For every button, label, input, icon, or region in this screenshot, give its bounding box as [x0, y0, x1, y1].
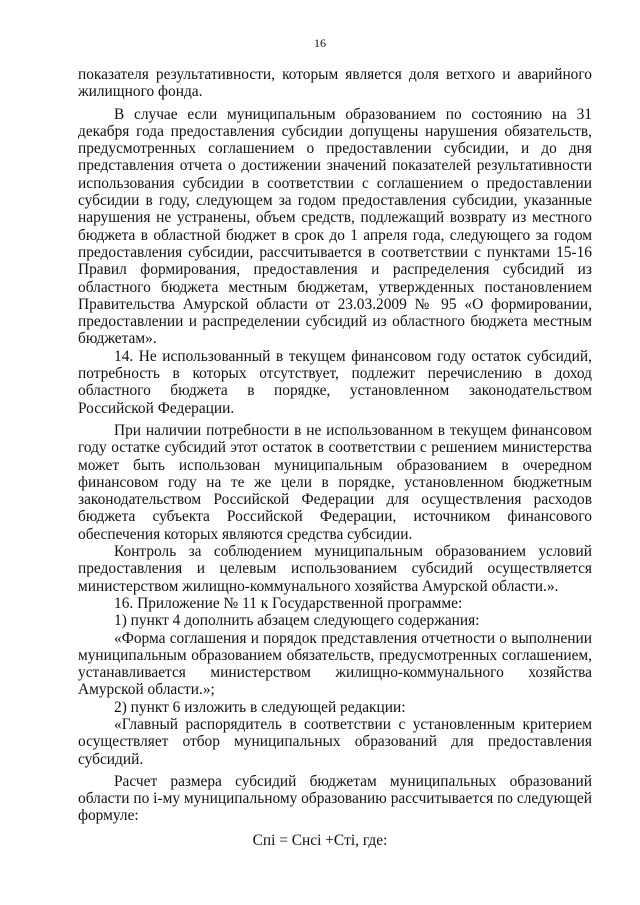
paragraph: Контроль за соблюдением муниципальным образованием условий предоставления и целевым использованием субсидий осуществляется министерством жилищно-коммунального хозяйства Амурской области.».	[78, 543, 592, 595]
paragraph: «Главный распорядитель в соответствии с установленным критерием осуществляет отбор муниципальных образований для предоставления субсидий.	[78, 715, 592, 768]
formula: Cпi = Cнci +Cтi, где:	[252, 832, 388, 849]
paragraph: «Форма соглашения и порядок представления отчетности о выполнении муниципальным образованием обязательств, предусмотренных соглашением, устанавливается министерством жилищно-коммунального хозяйства Амурской области.»;	[78, 629, 592, 699]
paragraph: 1) пункт 4 дополнить абзацем следующего содержания:	[114, 612, 480, 630]
paragraph: показателя результативности, которым является доля ветхого и аварийного жилищного фонда.	[78, 66, 592, 101]
body-text	[78, 66, 592, 825]
paragraph: В случае если муниципальным образованием по состоянию на 31 декабря года предоставления субсидии допущены нарушения обязательств, предусмотренных соглашением о предоставлении субсидии, и до дня представления отчета о достижении значений показателей результативности использования субсидии в соответствии с соглашением о предоставлении субсидии в году, следующем за годом предоставления субсидии, указанные нарушения не устранены, объем средств, подлежащий возврату из местного бюджета в областной бюджет в срок до 1 апреля года, следующего за годом предоставления субсидии, рассчитывается в соответствии с пунктами 15-16 Правил формирования, предоставления и распределения субсидий из областного бюджета местным бюджетам, утвержденных постановлением Правительства Амурской области от 23.03.2009 № 95 «О формировании, предоставлении и распределении субсидий из областного бюджета местным бюджетам».	[78, 105, 592, 348]
paragraph: 2) пункт 6 изложить в следующей редакции:	[114, 698, 406, 716]
paragraph: 14. Не использованный в текущем финансовом году остаток субсидий, потребность в которых отсутствует, подлежит перечислению в доход областного бюджета в порядке, установленном законодательством Российской Федерации.	[78, 347, 592, 417]
paragraph: При наличии потребности в не использованном в текущем финансовом году остатке субсидий этот остаток в соответствии с решением министерства может быть использован муниципальным образованием в очередном финансовом году на те же цели в порядке, установленном бюджетным законодательством Российской Федерации для осуществления расходов бюджета субъекта Российской Федерации, источником финансового обеспечения которых являются средства субсидии.	[78, 421, 592, 543]
page-number: 16	[314, 36, 326, 50]
paragraph: 16. Приложение № 11 к Государственной программе:	[114, 594, 463, 612]
paragraph: Расчет размера субсидий бюджетам муниципальных образований области по i-му муниципальному образованию рассчитывается по следующей формуле:	[78, 772, 592, 825]
